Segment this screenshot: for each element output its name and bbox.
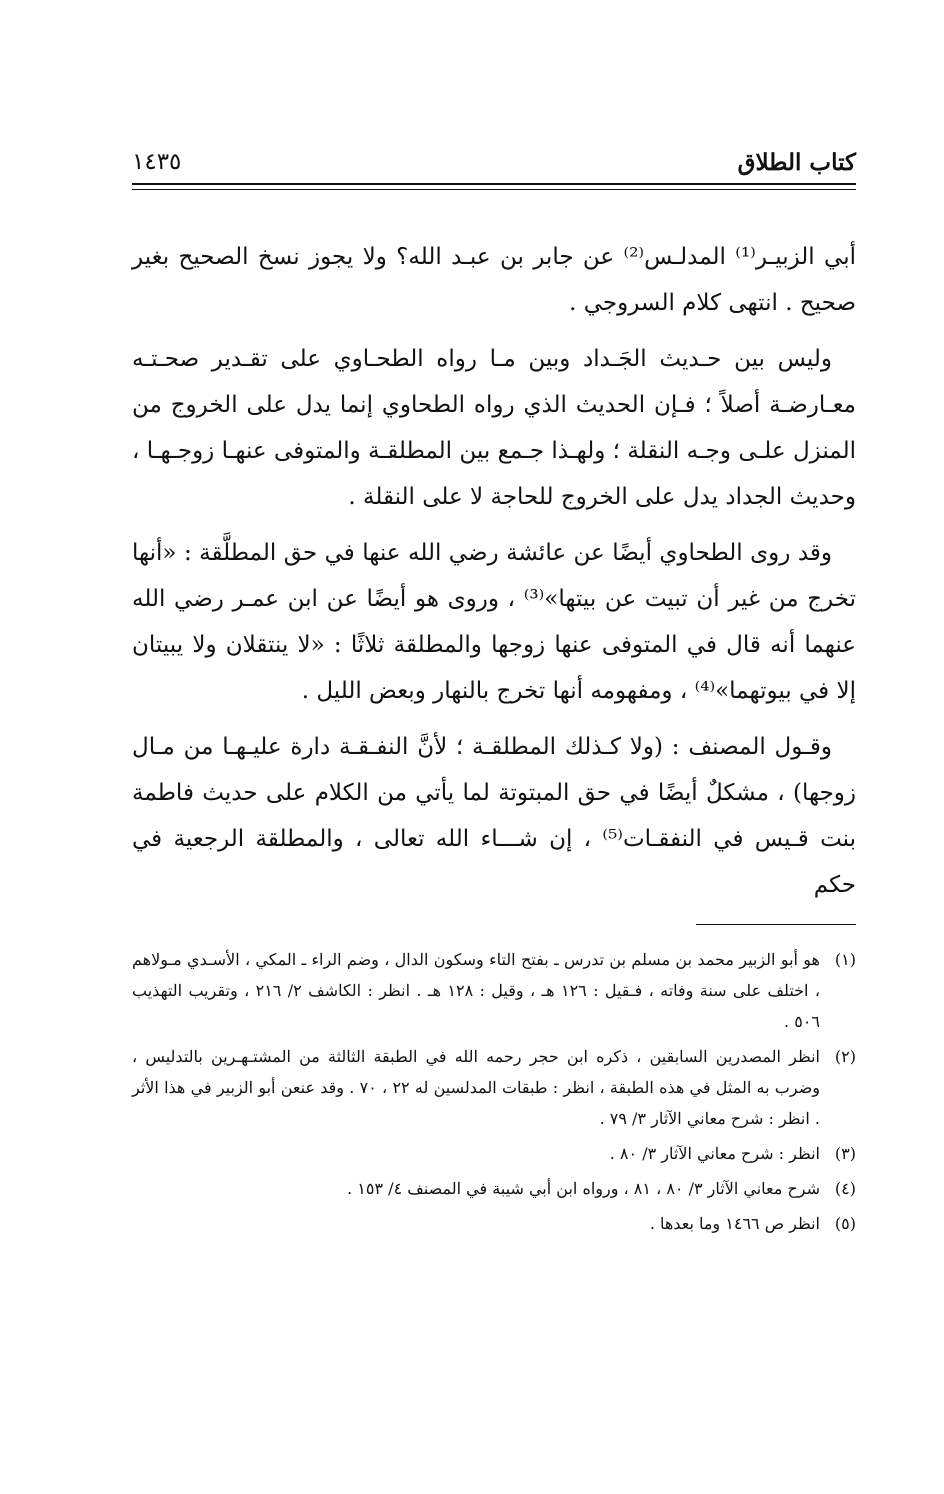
footnote-text: انظر : شرح معاني الآثار ٣/ ٨٠ . xyxy=(609,1144,820,1163)
paragraph: وقـول المصنف : (ولا كـذلك المطلقـة ؛ لأنَّ النفـقـة دارة عليـهـا من مـال زوجها) ، مشكلٌ أيضًا في حق المبتوتة لما يأتي من الكلام على حديث فاطمة بنت قـيس في النفقـات⁽⁵⁾ ، إن شـــاء الله تعالى ، والمطلقة الرجعية في حكم xyxy=(132,734,857,898)
chapter-title: كتاب الطلاق xyxy=(737,148,856,176)
footnotes xyxy=(132,944,856,1243)
footnote-text: انظر المصدرين السابقين ، ذكره ابن حجر رحمه الله في الطبقة الثالثة من المشتـهـرين بالتدليس ، وضرب به المثل في هذه الطبقة ، انظر : طبقات المدلسين له ٢٢ ، ٧٠ . وقد عنعن أبو الزبير في هذا الأثر . انظر : شرح معاني الآثار ٣/ ٧٩ . xyxy=(132,1047,821,1128)
footnote xyxy=(132,944,856,1037)
footnote xyxy=(132,1041,856,1134)
footnote-number: (٥) xyxy=(834,1214,856,1233)
header-rule-thick xyxy=(132,183,856,185)
footnote xyxy=(132,1208,856,1239)
footnote-number: (٤) xyxy=(834,1179,856,1198)
footnote-number: (٣) xyxy=(834,1144,856,1163)
paragraph: وقد روى الطحاوي أيضًا عن عائشة رضي الله عنها في حق المطلَّقة : «أنها تخرج من غير أن تبيت عن بيتها»⁽³⁾ ، وروى هو أيضًا عن ابن عمـر رضي الله عنهما أنه قال في المتوفى عنها زوجها والمطلقة ثلاثًا : «لا ينتقلان ولا يبيتان إلا في بيوتهما»⁽⁴⁾ ، ومفهومه أنها تخرج بالنهار وبعض الليل . xyxy=(132,540,856,704)
header-rule-thin xyxy=(132,189,856,190)
paragraph: وليس بين حـديث الجَـداد وبين مـا رواه الطحـاوي على تقـدير صحـتـه معـارضـة أصلاً ؛ فـإن الحديث الذي رواه الطحاوي إنما يدل على الخروج من المنزل علـى وجـه النقلة ؛ ولهـذا جـمع بين المطلقـة والمتوفى عنهـا زوجـهـا ، وحديث الجداد يدل على الخروج للحاجة لا على النقلة . xyxy=(132,346,856,510)
main-text xyxy=(132,234,856,918)
footnote-separator xyxy=(696,924,856,925)
page-number: ١٤٣٥ xyxy=(132,149,182,175)
footnote-text: شرح معاني الآثار ٣/ ٨٠ ، ٨١ ، ورواه ابن أبي شيبة في المصنف ٤/ ١٥٣ . xyxy=(347,1179,820,1198)
footnote-text: انظر ص ١٤٦٦ وما بعدها . xyxy=(649,1214,820,1233)
footnote-text: هو أبو الزبير محمد بن مسلم بن تدرس ـ بفتح التاء وسكون الدال ، وضم الراء ـ المكي ، الأسـدي مـولاهم ، اختلف على سنة وفاته ، فـقيل : ١٢٦ هـ ، وقيل : ١٢٨ هـ . انظر : الكاشف ٢/ ٢١٦ ، وتقريب التهذيب ٥٠٦ . xyxy=(132,950,821,1031)
footnote xyxy=(132,1138,856,1169)
running-header xyxy=(132,143,856,181)
footnote-number: (١) xyxy=(834,950,856,969)
footnote-number: (٢) xyxy=(834,1047,856,1066)
paragraph: أبي الزبيـر⁽¹⁾ المدلـس⁽²⁾ عن جابر بن عبـد الله؟ ولا يجوز نسخ الصحيح بغير صحيح . انتهى كلام السروجي . xyxy=(132,244,857,316)
footnote xyxy=(132,1173,856,1204)
